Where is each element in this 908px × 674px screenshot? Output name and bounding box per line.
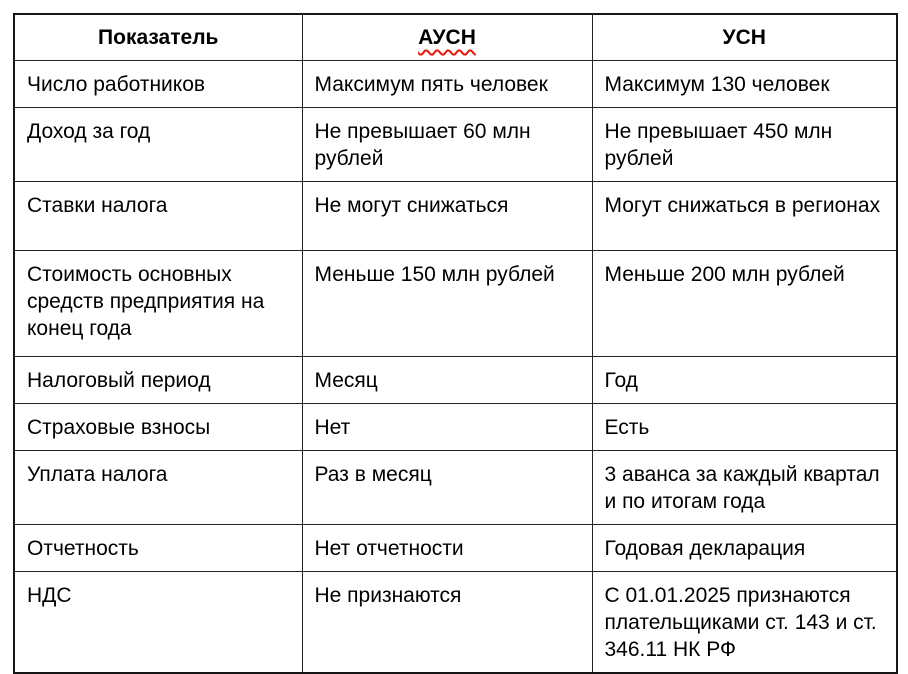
ausn-cell: Не могут снижаться	[302, 181, 592, 250]
usn-cell: Год	[592, 356, 897, 403]
indicator-cell: Ставки налога	[14, 181, 302, 250]
indicator-cell: НДС	[14, 571, 302, 673]
column-header-usn-label: УСН	[722, 25, 766, 49]
usn-cell: Максимум 130 человек	[592, 60, 897, 107]
column-header-indicator	[14, 14, 302, 60]
indicator-cell: Уплата налога	[14, 450, 302, 524]
indicator-cell: Отчетность	[14, 524, 302, 571]
ausn-cell: Не признаются	[302, 571, 592, 673]
indicator-cell: Стоимость основных средств предприятия на конец года	[14, 250, 302, 356]
ausn-cell: Нет	[302, 403, 592, 450]
usn-cell: Меньше 200 млн рублей	[592, 250, 897, 356]
table-row	[14, 356, 897, 403]
table-row	[14, 524, 897, 571]
comparison-table	[13, 13, 898, 674]
indicator-cell: Доход за год	[14, 107, 302, 181]
ausn-cell: Не превышает 60 млн рублей	[302, 107, 592, 181]
usn-cell: Не превышает 450 млн рублей	[592, 107, 897, 181]
usn-cell: Могут снижаться в регионах	[592, 181, 897, 250]
column-header-usn	[592, 14, 897, 60]
table-row	[14, 403, 897, 450]
ausn-cell: Раз в месяц	[302, 450, 592, 524]
table-row	[14, 450, 897, 524]
ausn-cell: Максимум пять человек	[302, 60, 592, 107]
table-row	[14, 107, 897, 181]
column-header-indicator-label: Показатель	[98, 25, 219, 49]
usn-cell: С 01.01.2025 признаются плательщиками ст. 143 и ст. 346.11 НК РФ	[592, 571, 897, 673]
indicator-cell: Число работников	[14, 60, 302, 107]
table-row	[14, 571, 897, 673]
table-row	[14, 181, 897, 250]
ausn-cell: Нет отчетности	[302, 524, 592, 571]
ausn-cell: Меньше 150 млн рублей	[302, 250, 592, 356]
table-row	[14, 60, 897, 107]
table-row	[14, 250, 897, 356]
indicator-cell: Налоговый период	[14, 356, 302, 403]
usn-cell: Годовая декларация	[592, 524, 897, 571]
column-header-ausn	[302, 14, 592, 60]
ausn-cell: Месяц	[302, 356, 592, 403]
column-header-ausn-label: АУСН	[418, 25, 476, 49]
usn-cell: 3 аванса за каждый квартал и по итогам года	[592, 450, 897, 524]
usn-cell: Есть	[592, 403, 897, 450]
indicator-cell: Страховые взносы	[14, 403, 302, 450]
header-row	[14, 14, 897, 60]
